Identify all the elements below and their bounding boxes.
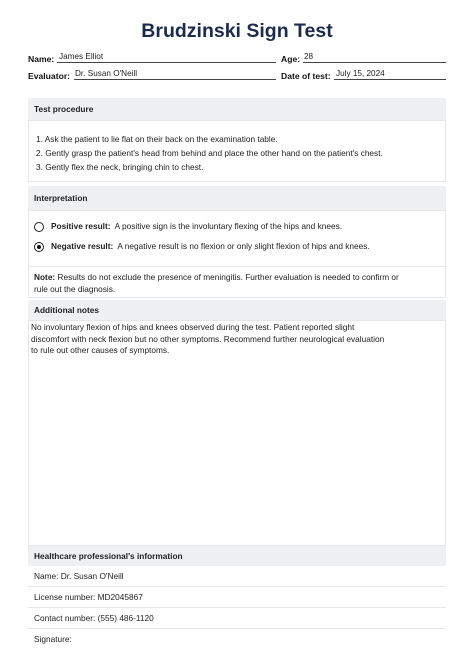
positive-text: A positive sign is the involuntary flexing of the hips and knees. (114, 221, 343, 231)
negative-label: Negative result: (51, 241, 114, 251)
form-title: Brudzinski Sign Test (141, 20, 333, 42)
contact-number: Contact number: (555) 486-1120 (34, 613, 154, 623)
notes-line-3: to rule out other causes of symptoms. (31, 345, 170, 355)
procedure-step-3: 3. Gently flex the neck, bringing chin to chest. (36, 162, 204, 172)
evaluator-label: Evaluator: (28, 71, 71, 81)
negative-result (51, 241, 370, 253)
date-value: July 15, 2024 (336, 69, 385, 78)
procedure-heading (28, 98, 446, 120)
license-row[interactable] (28, 587, 446, 608)
note-line-1: Results do not exclude the presence of meningitis. Further evaluation is needed to confirm or (57, 272, 399, 282)
positive-label: Positive result: (51, 221, 111, 231)
age-label: Age: (281, 54, 301, 64)
notes-line-2: discomfort with neck flexion but no other symptoms. Recommend further neurological evaluation (31, 333, 385, 344)
interpretation-divider (28, 266, 446, 267)
name-label: Name: (28, 54, 55, 64)
signature-label: Signature: (34, 634, 72, 644)
notes-text (31, 322, 384, 357)
date-field[interactable] (334, 67, 446, 80)
notes-line-1: No involuntary flexion of hips and knees observed during the test. Patient reported slight (31, 322, 355, 332)
procedure-step-1: 1. Ask the patient to lie flat on their back on the examination table. (36, 134, 278, 144)
interpretation-heading-text: Interpretation (34, 193, 88, 203)
negative-radio[interactable] (34, 242, 44, 252)
signature-row[interactable] (28, 629, 446, 649)
radio-selected-dot (37, 245, 41, 249)
professional-name: Name: Dr. Susan O'Neill (34, 571, 124, 581)
notes-heading-text: Additional notes (34, 305, 99, 315)
evaluator-value: Dr. Susan O'Neill (75, 69, 138, 78)
interpretation-note (34, 272, 399, 295)
contact-row[interactable] (28, 608, 446, 629)
negative-text: A negative result is no flexion or only slight flexion of hips and knees. (117, 241, 370, 251)
name-field[interactable] (57, 50, 276, 63)
date-label: Date of test: (281, 71, 331, 81)
professional-heading-text: Healthcare professional's information (34, 551, 183, 561)
interpretation-heading (28, 186, 446, 210)
note-line-2: rule out the diagnosis. (34, 283, 116, 294)
procedure-heading-text: Test procedure (34, 104, 94, 114)
notes-heading (28, 300, 446, 320)
name-value: James Elliot (59, 52, 104, 61)
age-field[interactable] (303, 50, 446, 63)
positive-result (51, 221, 342, 233)
professional-heading (28, 546, 446, 566)
age-value: 28 (304, 52, 314, 61)
note-label: Note: (34, 272, 56, 282)
evaluator-field[interactable] (74, 67, 276, 80)
professional-name-row[interactable] (28, 566, 446, 587)
positive-radio[interactable] (34, 222, 44, 232)
license-number: License number: MD2045867 (34, 592, 143, 602)
procedure-step-2: 2. Gently grasp the patient's head from behind and place the other hand on the patient's chest. (36, 148, 383, 158)
